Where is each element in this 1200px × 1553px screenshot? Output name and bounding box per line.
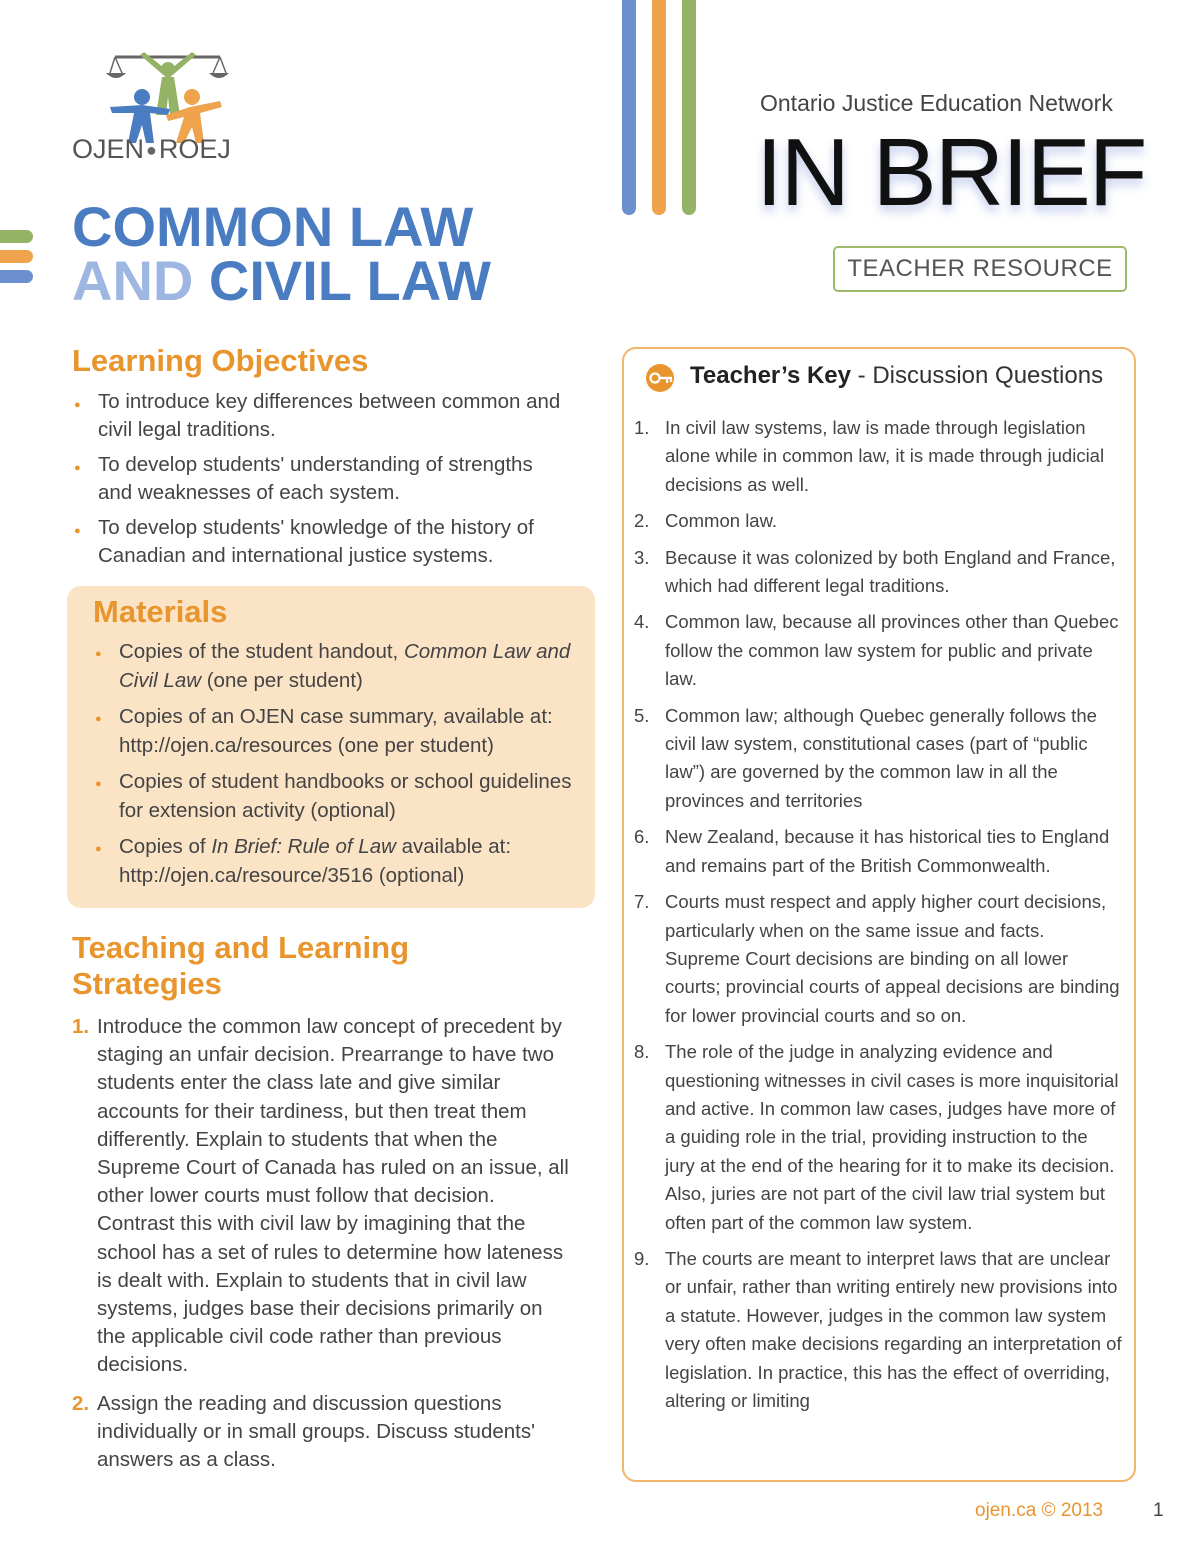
key-icon	[645, 363, 679, 393]
list-item: 1. Introduce the common law concept of precedent by staging an unfair decision. Prearrange to have two students enter the class late and give similar accounts for their tardiness, but then treat them differently. Explain to students that when the Supreme Court of Canada has ruled on an issue, all other lower courts must follow that decision. Contrast this with civil law by imagining that the school has a set of rules to determine how lateness is dealt with. Explain to students that in civil law systems, judges base their decisions primarily on the applicable civil code rather than previous decisions.	[72, 1015, 569, 1377]
page-number: 1	[1153, 1500, 1164, 1521]
list-item: 7. Courts must respect and apply higher court decisions, particularly when on the same issue and facts. Supreme Court decisions are binding on all lower courts; provincial courts of appeal decisions are binding for lower provincial courts and so on.	[634, 891, 1120, 1026]
decor-bar-blue	[622, 0, 636, 215]
strategies-heading: Teaching and Learning Strategies	[72, 930, 410, 1001]
list-item: ● To introduce key differences between common and civil legal traditions.	[72, 388, 572, 444]
network-name: Ontario Justice Education Network	[760, 90, 1113, 116]
list-item: 5. Common law; although Quebec generally follows the civil law system, constitutional cases (part of “public law”) are governed by the common law in all the provinces and territories	[634, 704, 1097, 811]
teachers-key-title: Teacher’s Key - Discussion Questions	[690, 362, 1104, 389]
logo-text-ojen: OJEN	[72, 134, 145, 164]
learning-objectives-heading: Learning Objectives	[72, 343, 369, 378]
list-item: 2. Assign the reading and discussion questions individually or in small groups. Discuss students' answers as a class.	[72, 1391, 536, 1472]
logo-wordmark	[72, 134, 231, 165]
series-title: IN BRIEF	[756, 119, 1146, 226]
page-title-line2	[72, 249, 491, 312]
page-title-line1: COMMON LAW	[72, 195, 474, 258]
list-item: ● Copies of an OJEN case summary, available at: http://ojen.ca/resources (one per student)	[93, 702, 583, 760]
title-civil-law: CIVIL LAW	[208, 249, 491, 312]
materials-heading: Materials	[93, 594, 228, 629]
list-item: ● Copies of In Brief: Rule of Law available at: http://ojen.ca/resource/3516 (optional)	[93, 832, 583, 890]
list-item: ● To develop students' understanding of strengths and weaknesses of each system.	[72, 451, 572, 507]
list-item: 4. Common law, because all provinces other than Quebec follow the common law system for public and private law.	[634, 611, 1119, 690]
decor-bar-orange	[652, 0, 666, 215]
footer-site-copyright[interactable]: ojen.ca © 2013	[975, 1500, 1104, 1521]
teachers-key-list	[634, 414, 1122, 1423]
materials-list	[93, 637, 583, 897]
learning-objectives-list	[72, 388, 572, 577]
logo-separator-dot: ●	[146, 140, 157, 161]
teacher-resource-badge: TEACHER RESOURCE	[833, 246, 1127, 292]
list-item: ● Copies of student handbooks or school guidelines for extension activity (optional)	[93, 767, 583, 825]
logo-text-roej: ROEJ	[158, 134, 231, 164]
list-item: ● To develop students' knowledge of the history of Canadian and international justice systems.	[72, 514, 572, 570]
list-item: 3. Because it was colonized by both England and France, which had different legal traditions.	[634, 546, 1116, 597]
title-and: AND	[72, 249, 194, 312]
list-item: 8. The role of the judge in analyzing evidence and questioning witnesses in civil cases is more inquisitorial and active. In common law cases, judges have more of a guiding role in the trial, providing instruction to the jury at the end of the hearing for it to make its decision. Also, juries are not part of the civil law trial system but often part of the common law system.	[634, 1041, 1119, 1233]
list-item: 6. New Zealand, because it has historical ties to England and remains part of the British Commonwealth.	[634, 826, 1110, 876]
list-item: 1. In civil law systems, law is made through legislation alone while in common law, it is made through judicial decisions as well.	[634, 417, 1105, 495]
list-item: ● Copies of the student handout, Common Law and Civil Law (one per student)	[93, 637, 583, 695]
list-item: 2. Common law.	[634, 510, 778, 532]
list-item: 9. The courts are meant to interpret laws that are unclear or unfair, rather than writing entirely new provisions into a statute. However, judges in the common law system very often make decisions regarding an interpretation of legislation. In practice, this has the effect of overriding, altering or limiting	[634, 1247, 1122, 1411]
decor-bar-green	[682, 0, 696, 215]
strategies-list	[72, 1013, 572, 1484]
